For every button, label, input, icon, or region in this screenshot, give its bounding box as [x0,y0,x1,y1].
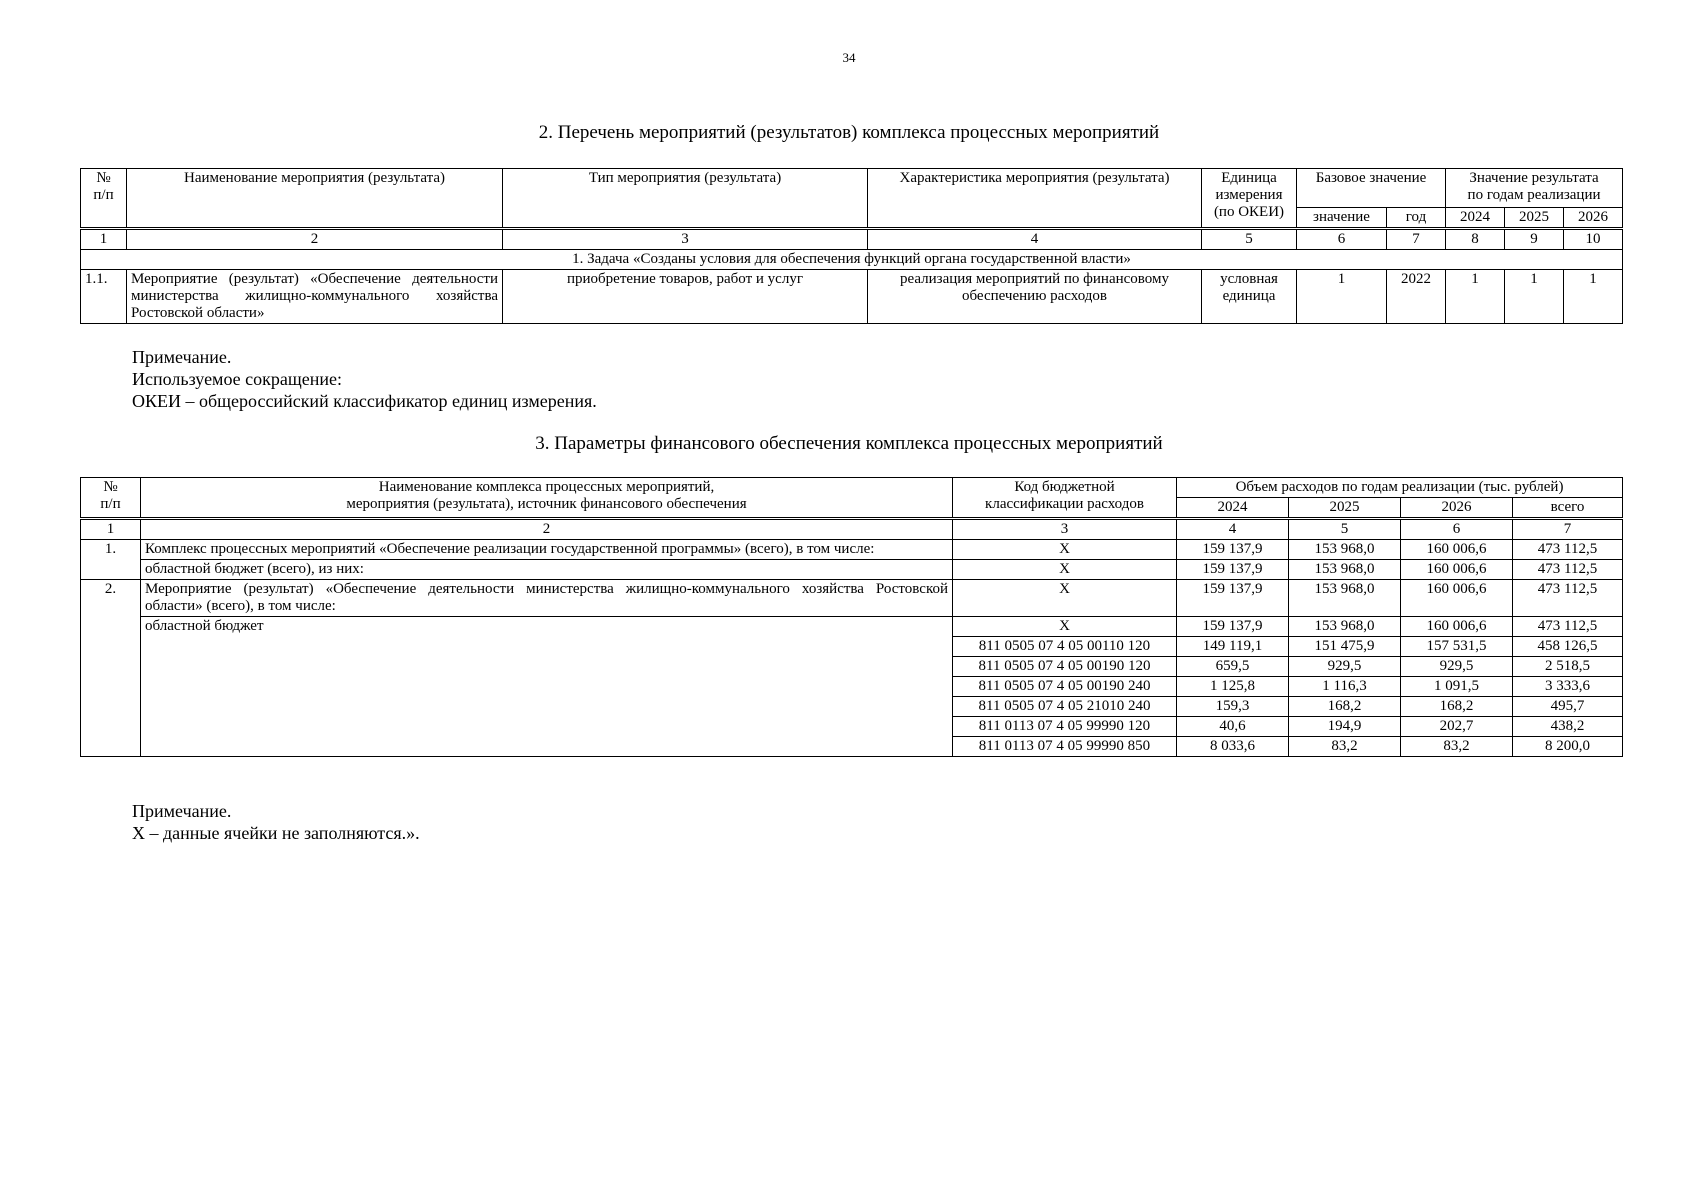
row-unit: условная единица [1202,270,1297,324]
header-volume: Объем расходов по годам реализации (тыс. рублей) [1177,478,1623,498]
row-2024: 40,6 [1177,717,1289,737]
row-2025: 194,9 [1289,717,1401,737]
table2-header-row [81,478,1623,498]
page-number: 34 [842,50,856,65]
colnum: 7 [1513,519,1623,540]
row-code: 811 0505 07 4 05 00190 240 [953,677,1177,697]
table2-column-numbers [81,519,1623,540]
colnum: 3 [953,519,1177,540]
header-year-2026: 2026 [1401,498,1513,519]
row-2025: 153 968,0 [1289,540,1401,560]
note-empty-cells [132,800,420,844]
row-code: 811 0113 07 4 05 99990 120 [953,717,1177,737]
row-num: 1.1. [81,270,127,324]
header-year-2026: 2026 [1564,208,1623,229]
row-total: 473 112,5 [1513,560,1623,580]
row-total: 473 112,5 [1513,617,1623,637]
row-name: Комплекс процессных мероприятий «Обеспечение реализации государственной программы» (всего), в том числе: [141,540,953,560]
row-2025: 153 968,0 [1289,560,1401,580]
header-num: № п/п [81,169,127,229]
header-characteristic: Характеристика мероприятия (результата) [868,169,1202,229]
note-line: X – данные ячейки не заполняются.». [132,823,420,843]
row-2026: 929,5 [1401,657,1513,677]
header-result: Значение результата по годам реализации [1446,169,1623,208]
header-type: Тип мероприятия (результата) [503,169,868,229]
note-title: Примечание. [132,801,232,821]
row-2024: 149 119,1 [1177,637,1289,657]
row-2025: 168,2 [1289,697,1401,717]
table2-title: 3. Параметры финансового обеспечения комплекса процессных мероприятий [535,433,1163,454]
row-2026: 160 006,6 [1401,540,1513,560]
header-base: Базовое значение [1297,169,1446,208]
header-year-2024: 2024 [1177,498,1289,519]
colnum: 4 [1177,519,1289,540]
header-year-2024: 2024 [1446,208,1505,229]
row-total: 473 112,5 [1513,540,1623,560]
row-base-value: 1 [1297,270,1387,324]
table-row [81,617,1623,637]
row-total: 3 333,6 [1513,677,1623,697]
row-2026: 168,2 [1401,697,1513,717]
row-2026: 160 006,6 [1401,617,1513,637]
colnum: 10 [1564,229,1623,250]
row-code: X [953,580,1177,617]
colnum: 8 [1446,229,1505,250]
colnum: 2 [127,229,503,250]
colnum: 2 [141,519,953,540]
row-name: областной бюджет [141,617,953,757]
row-total: 2 518,5 [1513,657,1623,677]
header-year-2025: 2025 [1289,498,1401,519]
note-line: Используемое сокращение: [132,369,342,389]
row-2026: 1 091,5 [1401,677,1513,697]
header-code: Код бюджетной классификации расходов [953,478,1177,519]
colnum: 5 [1289,519,1401,540]
row-2025: 83,2 [1289,737,1401,757]
row-num: 1. [81,540,141,580]
table1-title: 2. Перечень мероприятий (результатов) комплекса процессных мероприятий [538,122,1160,143]
row-name: областной бюджет (всего), из них: [141,560,953,580]
row-2024: 159 137,9 [1177,560,1289,580]
row-2024: 159 137,9 [1177,617,1289,637]
colnum: 5 [1202,229,1297,250]
note-abbreviations [132,346,597,412]
row-total: 458 126,5 [1513,637,1623,657]
row-2026: 202,7 [1401,717,1513,737]
colnum: 6 [1297,229,1387,250]
row-total: 8 200,0 [1513,737,1623,757]
row-2026: 160 006,6 [1401,560,1513,580]
row-code: X [953,560,1177,580]
row-2025: 153 968,0 [1289,617,1401,637]
row-name: Мероприятие (результат) «Обеспечение деятельности министерства жилищно-коммунального хозяйства Ростовской области» (всего), в том числе: [141,580,953,617]
table1-column-numbers [81,229,1623,250]
colnum: 1 [81,229,127,250]
row-name: Мероприятие (результат) «Обеспечение деятельности министерства жилищно-коммунального хозяйства Ростовской области» [127,270,503,324]
table-row [81,270,1623,324]
note-title: Примечание. [132,347,232,367]
header-year-2025: 2025 [1505,208,1564,229]
table-row [81,560,1623,580]
activities-table [80,168,1623,324]
row-2025: 1 116,3 [1289,677,1401,697]
header-base-year: год [1387,208,1446,229]
row-2024: 159,3 [1177,697,1289,717]
table-row [81,540,1623,560]
row-characteristic: реализация мероприятий по финансовому обеспечению расходов [868,270,1202,324]
row-2026: 83,2 [1401,737,1513,757]
colnum: 7 [1387,229,1446,250]
table1-task-row [81,250,1623,270]
colnum: 1 [81,519,141,540]
colnum: 9 [1505,229,1564,250]
row-2024: 159 137,9 [1177,580,1289,617]
row-num: 2. [81,580,141,757]
row-total: 495,7 [1513,697,1623,717]
row-2024: 1 125,8 [1177,677,1289,697]
row-2024: 659,5 [1177,657,1289,677]
row-code: 811 0505 07 4 05 00110 120 [953,637,1177,657]
header-total: всего [1513,498,1623,519]
row-2025: 151 475,9 [1289,637,1401,657]
row-code: X [953,540,1177,560]
header-num: № п/п [81,478,141,519]
row-2024: 1 [1446,270,1505,324]
row-code: 811 0505 07 4 05 00190 120 [953,657,1177,677]
table1-header-row [81,169,1623,208]
row-2025: 1 [1505,270,1564,324]
note-line: ОКЕИ – общероссийский классификатор единиц измерения. [132,391,597,411]
header-base-value: значение [1297,208,1387,229]
colnum: 3 [503,229,868,250]
row-2026: 160 006,6 [1401,580,1513,617]
row-2025: 153 968,0 [1289,580,1401,617]
row-2024: 159 137,9 [1177,540,1289,560]
row-code: 811 0505 07 4 05 21010 240 [953,697,1177,717]
financing-table [80,477,1623,757]
row-total: 438,2 [1513,717,1623,737]
row-code: X [953,617,1177,637]
row-2026: 1 [1564,270,1623,324]
colnum: 4 [868,229,1202,250]
table-row [81,580,1623,617]
header-name: Наименование мероприятия (результата) [127,169,503,229]
task-title: 1. Задача «Созданы условия для обеспечения функций органа государственной власти» [81,250,1623,270]
row-code: 811 0113 07 4 05 99990 850 [953,737,1177,757]
row-total: 473 112,5 [1513,580,1623,617]
header-name: Наименование комплекса процессных мероприятий, мероприятия (результата), источник финансового обеспечения [141,478,953,519]
row-type: приобретение товаров, работ и услуг [503,270,868,324]
header-unit: Единица измерения (по ОКЕИ) [1202,169,1297,229]
row-2025: 929,5 [1289,657,1401,677]
colnum: 6 [1401,519,1513,540]
row-2026: 157 531,5 [1401,637,1513,657]
row-base-year: 2022 [1387,270,1446,324]
row-2024: 8 033,6 [1177,737,1289,757]
